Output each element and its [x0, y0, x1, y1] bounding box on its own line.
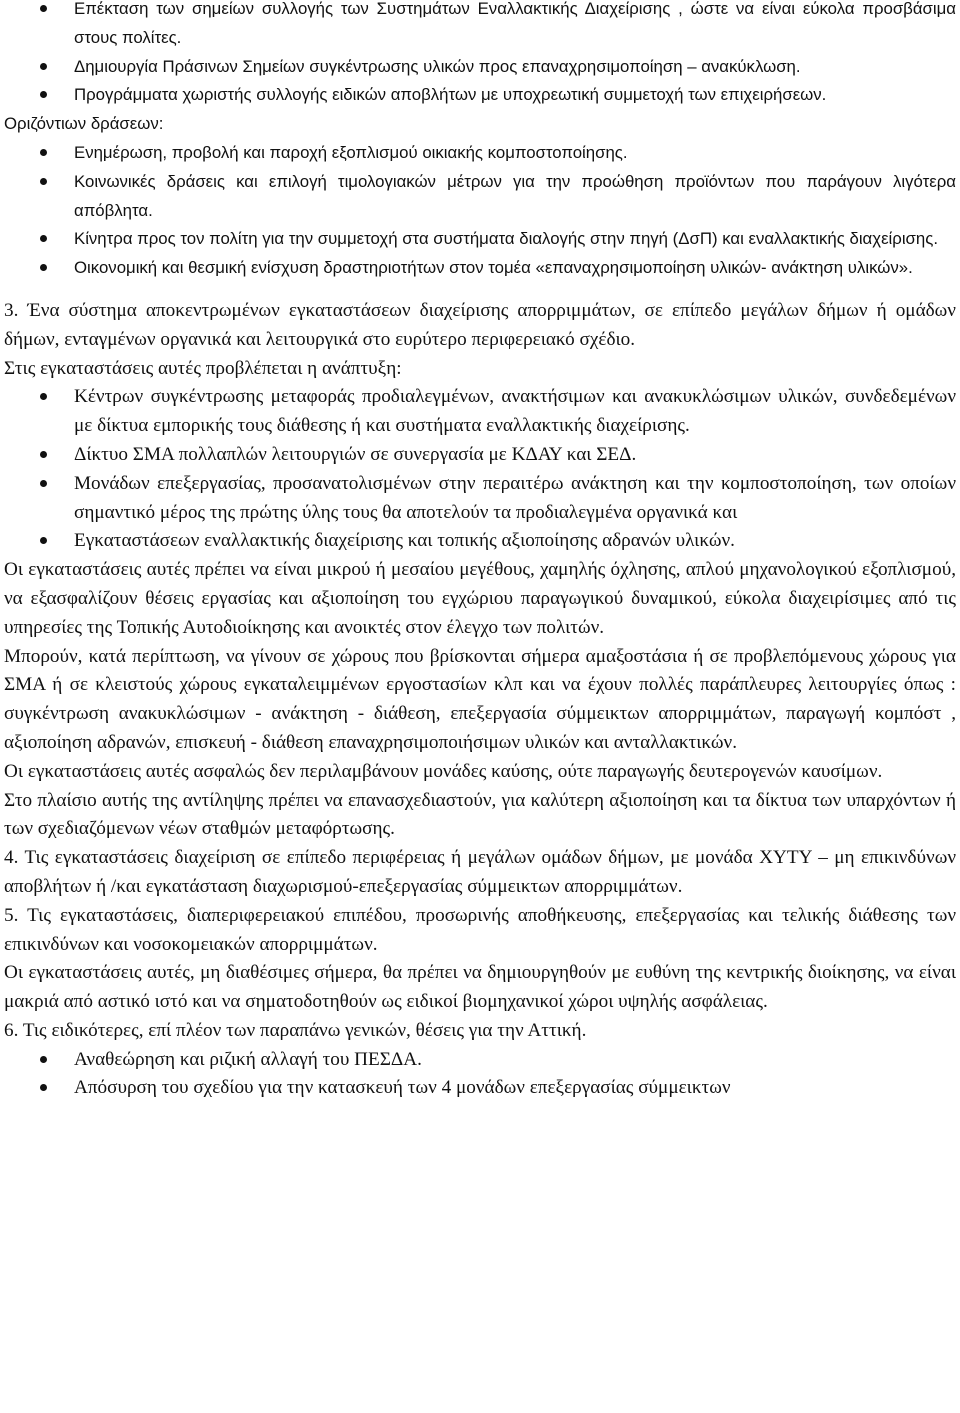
list-item: Κίνητρα προς τον πολίτη για την συμμετοχή στα συστήματα διαλογής στην πηγή (ΔσΠ) και εναλλακτικής διαχείρισης. — [4, 225, 956, 254]
section-3-lead: Στις εγκαταστάσεις αυτές προβλέπεται η ανάπτυξη: — [4, 357, 402, 379]
paragraph: Οι εγκαταστάσεις αυτές, μη διαθέσιμες σήμερα, θα πρέπει να δημιουργηθούν με ευθύνη της κεντρικής διοίκησης, να είναι μακριά από αστικό ιστό και να σηματοδοτηθούν ως ειδικοί βιομηχανικοί χώροι υψηλής ασφάλειας. — [4, 962, 956, 1013]
list-item: Εγκαταστάσεων εναλλακτικής διαχείρισης και τοπικής αξιοποίησης αδρανών υλικών. — [4, 527, 956, 556]
paragraph: Οι εγκαταστάσεις αυτές πρέπει να είναι μικρού ή μεσαίου μεγέθους, χαμηλής όχλησης, απλού μηχανολογικού εξοπλισμού, να εξασφαλίζουν θέσεις εργασίας και αξιοποίηση του εγχώριου παραγωγικού δυναμικού, εύκολα διαχειρίσιμες από τις υπηρεσίες της Τοπικής Αυτοδιοίκησης και ανοικτές στον έλεγχο των πολιτών. — [4, 559, 956, 638]
list-item: Απόσυρση του σχεδίου για την κατασκευή των 4 μονάδων επεξεργασίας σύμμεικτων — [4, 1074, 956, 1103]
list-item: Κοινωνικές δράσεις και επιλογή τιμολογιακών μέτρων για την προώθηση προϊόντων που παράγουν λιγότερα απόβλητα. — [4, 168, 956, 226]
list-item: Κέντρων συγκέντρωσης μεταφοράς προδιαλεγμένων, ανακτήσιμων και ανακυκλώσιμων υλικών, συνδεδεμένων με δίκτυα εμπορικής τους διάθεσης ή και συστήματα εναλλακτικής διαχείρισης. — [4, 383, 956, 441]
paragraph: Μπορούν, κατά περίπτωση, να γίνουν σε χώρους που βρίσκονται σήμερα αμαξοστάσια ή σε προβλεπόμενους χώρους για ΣΜΑ ή σε κλειστούς χώρους εγκαταλειμμένων εργοστασίων κλπ και να έχουν πολλές παράπλευρες λειτουργίες όπως : συγκέντρωση ανακυκλώσιμων - ανάκτηση - διάθεση, επεξεργασία σύμμεικτων απορριμμάτων, παραγωγή κομπόστ , αξιοποίηση αδρανών, επισκευή - διάθεση επαναχρησιμοποιήσιμων υλικών και ανταλλακτικών. — [4, 645, 956, 753]
list-item: Μονάδων επεξεργασίας, προσανατολισμένων στην περαιτέρω ανάκτηση και την κομποστοποίηση, των οποίων σημαντικό μέρος της πρώτης ύλης τους θα αποτελούν τα προδιαλεγμένα οργανικά και — [4, 470, 956, 528]
list-item: Επέκταση των σημείων συλλογής των Συστημάτων Εναλλακτικής Διαχείρισης , ώστε να είναι εύκολα προσβάσιμα στους πολίτες. — [4, 0, 956, 53]
section-heading: Οριζόντιων δράσεων: — [4, 114, 164, 134]
list-item: Ενημέρωση, προβολή και παροχή εξοπλισμού οικιακής κομποστοποίησης. — [4, 139, 956, 168]
list-item: Αναθεώρηση και ριζική αλλαγή του ΠΕΣΔΑ. — [4, 1046, 956, 1075]
paragraph: Στο πλαίσιο αυτής της αντίληψης πρέπει να επανασχεδιαστούν, για καλύτερη αξιοποίηση και τα δίκτυα των υπαρχόντων ή των σχεδιαζόμενων νέων σταθμών μεταφόρτωσης. — [4, 789, 956, 840]
section-6: 6. Τις ειδικότερες, επί πλέον των παραπάνω γενικών, θέσεις για την Αττική. — [4, 1019, 587, 1041]
list-item: Οικονομική και θεσμική ενίσχυση δραστηριοτήτων στον τομέα «επαναχρησιμοποίηση υλικών- ανάκτηση υλικών». — [4, 254, 956, 283]
spacer — [4, 283, 956, 297]
section-5: 5. Τις εγκαταστάσεις, διαπεριφερειακού επιπέδου, προσωρινής αποθήκευσης, επεξεργασίας και τελικής διάθεσης των επικινδύνων και νοσοκομειακών απορριμμάτων. — [4, 904, 956, 955]
list-item: Προγράμματα χωριστής συλλογής ειδικών αποβλήτων με υποχρεωτική συμμετοχή των επιχειρήσεων. — [4, 81, 956, 110]
list-item: Δίκτυο ΣΜΑ πολλαπλών λειτουργιών σε συνεργασία με ΚΔΑΥ και ΣΕΔ. — [4, 441, 956, 470]
paragraph: Οι εγκαταστάσεις αυτές ασφαλώς δεν περιλαμβάνουν μονάδες καύσης, ούτε παραγωγής δευτερογενών καυσίμων. — [4, 760, 883, 782]
section-3-intro: 3. Ένα σύστημα αποκεντρωμένων εγκαταστάσεων διαχείρισης απορριμμάτων, σε επίπεδο μεγάλων δήμων ή ομάδων δήμων, ενταγμένων οργανικά και λειτουργικά στο ευρύτερο περιφερειακό σχέδιο. — [4, 299, 956, 350]
list-item: Δημιουργία Πράσινων Σημείων συγκέντρωσης υλικών προς επαναχρησιμοποίηση – ανακύκλωση. — [4, 53, 956, 82]
section-4: 4. Τις εγκαταστάσεις διαχείριση σε επίπεδο περιφέρειας ή μεγάλων ομάδων δήμων, με μονάδα ΧΥΤΥ – μη επικινδύνων αποβλήτων ή /και εγκατάσταση διαχωρισμού-επεξεργασίας σύμμεικτων απορριμμάτων. — [4, 847, 956, 897]
